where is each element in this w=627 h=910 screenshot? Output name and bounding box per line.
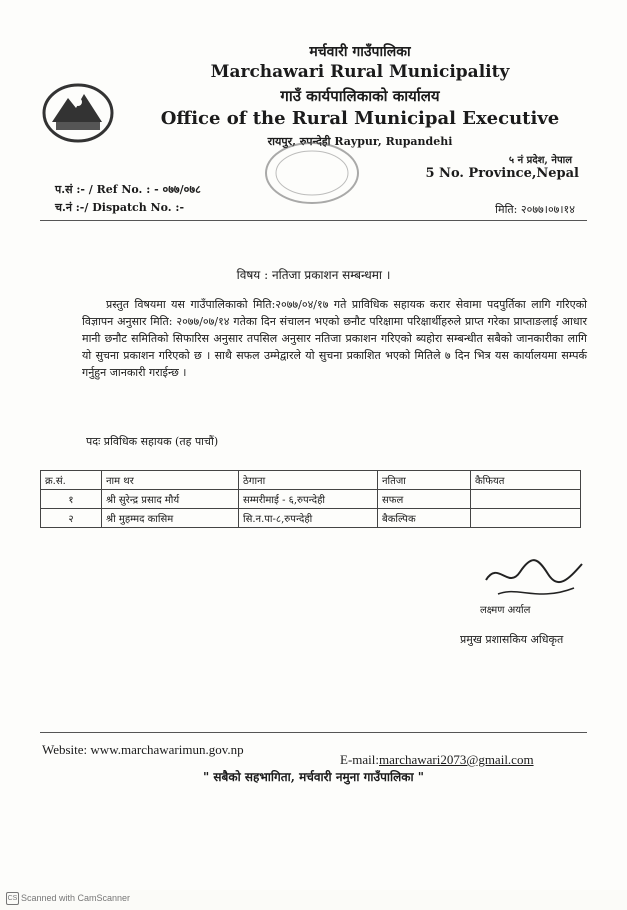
slogan: " सबैको सहभागिता, मर्चवारी नमुना गाउँपालिका " xyxy=(202,770,424,784)
cell-address: सम्मरीमाई - ६,रुपन्देही xyxy=(239,490,378,509)
letter-date: मिति: २०७७।०७।१४ xyxy=(495,203,575,216)
table-row xyxy=(41,509,581,528)
footer-divider xyxy=(40,732,587,733)
cell-name: श्री सुरेन्द्र प्रसाद मौर्य xyxy=(102,490,239,509)
table-row xyxy=(41,490,581,509)
ref-number: प.सं :- / Ref No. : - ०७७/०७८ xyxy=(55,183,201,196)
camscanner-icon: CS xyxy=(6,892,19,905)
email-text xyxy=(340,752,534,768)
header-divider xyxy=(40,220,587,221)
cell-address: सि.न.पा-८,रुपन्देही xyxy=(239,509,378,528)
signatory-title: प्रमुख प्रशासकिय अधिकृत xyxy=(460,633,564,646)
header-sn: क्र.सं. xyxy=(41,471,102,490)
municipality-name-en: Marchawari Rural Municipality xyxy=(210,62,510,82)
cell-result: सफल xyxy=(378,490,471,509)
notice-text: प्रस्तुत विषयमा यस गाउँपालिकाको मिति:२०७७/०४/१७ गते प्राविधिक सहायक करार सेवामा पदपुर्तिका लागि गरिएको विज्ञापन अनुसार मिति: २०७७/०७/१४ गतेका दिन संचालन भएको छनौट परिक्षामा परिक्षार्थीहरुले प्राप्त गरेका प्राप्ताङलाई आधार मानी छनौट समितिको सिफारिस अनुसार तपसिल अनुसार नतिजा प्रकाशन गरिएको ब्यहोरा सम्बन्धीत सबैको जानकारीका लागि यो सुचना प्रकाशन गरिएको छ । साथै सफल उम्मेद्वारले यो सुचना प्रकाशित भएको मितिले ७ दिन भित्र यस कार्यालयमा सम्पर्क गर्नुहुन जानकारी गराईन्छ । xyxy=(82,298,587,379)
municipality-name-np: मर्चवारी गाउँपालिका xyxy=(309,44,411,60)
header-remarks: कैफियत xyxy=(471,471,581,490)
scanner-watermark xyxy=(6,892,130,905)
office-name-np: गाउँ कार्यपालिकाको कार्यालय xyxy=(280,87,440,105)
cell-remarks xyxy=(471,509,581,528)
cell-sn: १ xyxy=(41,490,102,509)
notice-body xyxy=(82,296,587,381)
cell-remarks xyxy=(471,490,581,509)
website-text: Website: www.marchawarimun.gov.np xyxy=(42,742,244,757)
signatory-name: लक्ष्मण अर्याल xyxy=(480,605,531,616)
cell-sn: २ xyxy=(41,509,102,528)
header-name: नाम थर xyxy=(102,471,239,490)
cell-name: श्री मुहम्मद कासिम xyxy=(102,509,239,528)
scanner-text: Scanned with CamScanner xyxy=(21,892,131,903)
subject-line: विषय : नतिजा प्रकाशन सम्बन्धमा । xyxy=(236,268,391,282)
email-link[interactable]: marchawari2073@gmail.com xyxy=(379,752,534,767)
province-np: ५ नं प्रदेश, नेपाल xyxy=(508,155,572,166)
nepal-emblem-icon xyxy=(40,82,116,144)
table-header-row xyxy=(41,471,581,490)
cell-result: बैकल्पिक xyxy=(378,509,471,528)
office-stamp-icon xyxy=(262,138,362,208)
post-title: पदः प्रविधिक सहायक (तह पाचौं) xyxy=(86,435,219,448)
office-address: रायपुर, रुपन्देही Raypur, Rupandehi xyxy=(267,135,453,148)
results-table xyxy=(40,470,581,528)
office-name-en: Office of the Rural Municipal Executive xyxy=(160,108,560,129)
header-address: ठेगाना xyxy=(239,471,378,490)
header-result: नतिजा xyxy=(378,471,471,490)
province-en: 5 No. Province,Nepal xyxy=(425,166,579,181)
dispatch-number: च.नं :-/ Dispatch No. :- xyxy=(55,201,185,214)
email-label: E-mail: xyxy=(340,752,379,767)
